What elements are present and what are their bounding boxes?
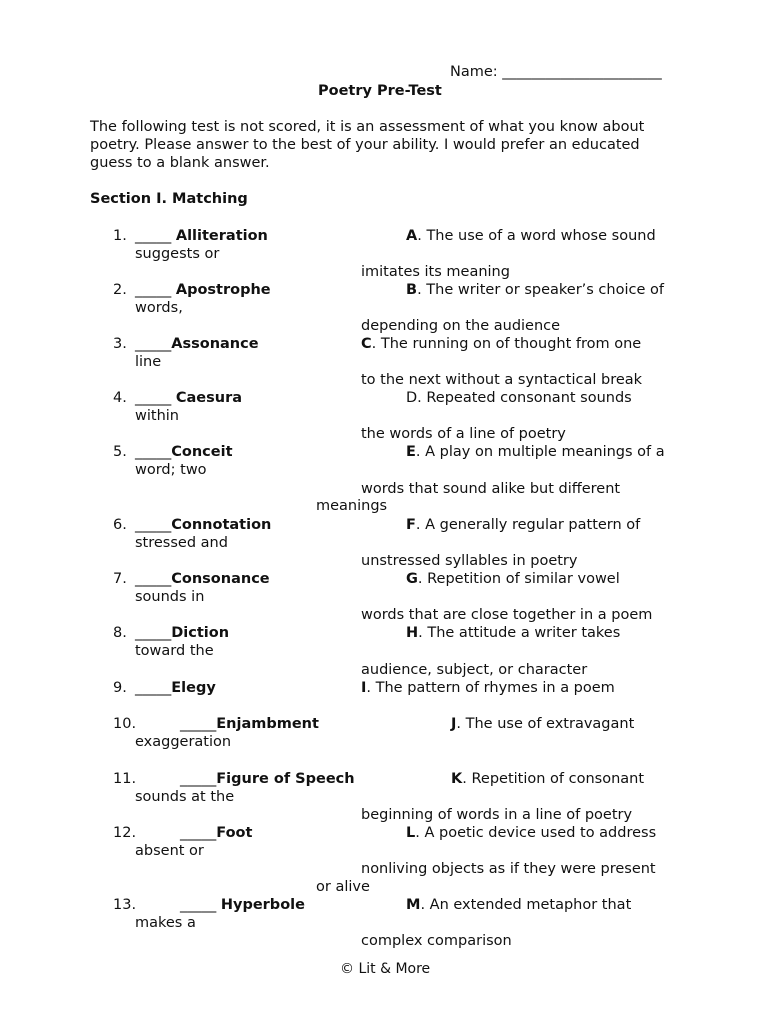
item-number: 4. — [113, 390, 127, 406]
intro-line: poetry. Please answer to the best of your ability. I would prefer an educated — [90, 137, 640, 153]
item-number: 12. — [113, 825, 137, 841]
footer-copyright: © Lit & More — [340, 961, 431, 977]
item-number: 2. — [113, 282, 127, 298]
item-number: 3. — [113, 336, 127, 352]
definition-text: . The running on of thought from one — [371, 336, 642, 352]
definition-wrap: makes a — [135, 915, 196, 931]
definition-line — [406, 389, 632, 407]
definition-letter: K — [451, 771, 463, 787]
definition-continued: meanings — [316, 498, 388, 514]
definition-line — [406, 624, 620, 642]
definition-line — [361, 679, 615, 697]
definition-wrap: within — [135, 408, 179, 424]
term-label: Caesura — [175, 390, 243, 406]
definition-line — [361, 335, 641, 353]
definition-wrap: words, — [135, 300, 183, 316]
answer-blank: _____ — [135, 282, 176, 298]
term-label: Alliteration — [175, 228, 268, 244]
term-label: Elegy — [171, 680, 216, 696]
item-number: 10. — [113, 716, 137, 732]
item-number: 1. — [113, 228, 127, 244]
definition-letter: E — [406, 444, 416, 460]
definition-line — [451, 715, 634, 733]
answer-blank: _____ — [135, 336, 172, 352]
item-term — [135, 679, 216, 697]
term-label: Connotation — [171, 517, 272, 533]
definition-line — [406, 516, 640, 534]
item-term — [135, 335, 259, 353]
item-term — [135, 516, 271, 534]
definition-continued: unstressed syllables in poetry — [361, 553, 578, 569]
item-term — [135, 624, 229, 642]
term-label: Hyperbole — [220, 897, 305, 913]
name-blank: ______________________ — [502, 64, 662, 80]
intro-line: The following test is not scored, it is an assessment of what you know about — [90, 119, 645, 135]
definition-letter: B — [406, 282, 418, 298]
definition-letter: F — [406, 517, 416, 533]
item-number: 6. — [113, 517, 127, 533]
definition-line — [451, 770, 644, 788]
answer-blank: _____ — [180, 825, 217, 841]
definition-text: . The use of extravagant — [456, 716, 635, 732]
definition-text: . The writer or speaker’s choice of — [417, 282, 664, 298]
item-term — [135, 389, 242, 407]
definition-line — [406, 824, 656, 842]
item-term — [180, 824, 252, 842]
answer-blank: _____ — [135, 680, 172, 696]
term-label: Enjambment — [216, 716, 319, 732]
definition-wrap: suggests or — [135, 246, 220, 262]
definition-line — [406, 570, 620, 588]
answer-blank: _____ — [135, 625, 172, 641]
item-term — [135, 227, 268, 245]
definition-letter: H — [406, 625, 419, 641]
definition-wrap: sounds at the — [135, 789, 235, 805]
definition-wrap: absent or — [135, 843, 204, 859]
definition-wrap: line — [135, 354, 162, 370]
item-term — [135, 281, 271, 299]
item-term — [180, 715, 319, 733]
definition-text: . An extended metaphor that — [420, 897, 632, 913]
definition-continued: words that are close together in a poem — [361, 607, 653, 623]
item-term — [180, 770, 355, 788]
name-line — [450, 63, 662, 81]
definition-text: . A poetic device used to address — [415, 825, 657, 841]
name-label: Name: — [450, 64, 503, 80]
definition-wrap: toward the — [135, 643, 214, 659]
answer-blank: _____ — [180, 771, 217, 787]
definition-letter: G — [406, 571, 418, 587]
answer-blank: _____ — [180, 716, 217, 732]
definition-line — [406, 281, 664, 299]
definition-line — [406, 443, 665, 461]
definition-wrap: sounds in — [135, 589, 205, 605]
definition-letter: M — [406, 897, 421, 913]
definition-letter: I — [361, 680, 367, 696]
item-number: 11. — [113, 771, 137, 787]
definition-continued: complex comparison — [361, 933, 512, 949]
definition-line — [406, 896, 631, 914]
definition-text: . A generally regular pattern of — [415, 517, 641, 533]
definition-continued: to the next without a syntactical break — [361, 372, 643, 388]
item-number: 13. — [113, 897, 137, 913]
definition-continued: the words of a line of poetry — [361, 426, 566, 442]
answer-blank: _____ — [180, 897, 221, 913]
item-number: 9. — [113, 680, 127, 696]
term-label: Assonance — [171, 336, 259, 352]
item-number: 7. — [113, 571, 127, 587]
item-term — [180, 896, 305, 914]
definition-letter: C — [361, 336, 372, 352]
definition-text: . Repetition of consonant — [462, 771, 645, 787]
definition-letter: L — [406, 825, 416, 841]
item-number: 8. — [113, 625, 127, 641]
term-label: Apostrophe — [175, 282, 271, 298]
definition-continued: audience, subject, or character — [361, 662, 588, 678]
definition-text: D. Repeated consonant sounds — [406, 390, 632, 406]
definition-wrap: exaggeration — [135, 734, 232, 750]
definition-wrap: stressed and — [135, 535, 228, 551]
definition-letter: A — [406, 228, 418, 244]
definition-continued: depending on the audience — [361, 318, 561, 334]
definition-text: . The attitude a writer takes — [418, 625, 621, 641]
definition-letter: J — [451, 716, 457, 732]
answer-blank: _____ — [135, 517, 172, 533]
page-title: Poetry Pre-Test — [318, 83, 442, 99]
item-term — [135, 443, 233, 461]
definition-text: . The use of a word whose sound — [417, 228, 656, 244]
answer-blank: _____ — [135, 228, 176, 244]
term-label: Conceit — [171, 444, 233, 460]
definition-continued: imitates its meaning — [361, 264, 510, 280]
term-label: Diction — [171, 625, 230, 641]
definition-text: . The pattern of rhymes in a poem — [366, 680, 615, 696]
definition-line — [406, 227, 656, 245]
term-label: Consonance — [171, 571, 270, 587]
definition-wrap: word; two — [135, 462, 207, 478]
answer-blank: _____ — [135, 444, 172, 460]
definition-text: . A play on multiple meanings of a — [415, 444, 665, 460]
intro-line: guess to a blank answer. — [90, 155, 270, 171]
definition-continued: nonliving objects as if they were present — [361, 861, 656, 877]
item-number: 5. — [113, 444, 127, 460]
definition-continued: beginning of words in a line of poetry — [361, 807, 633, 823]
definition-text: . Repetition of similar vowel — [417, 571, 620, 587]
term-label: Figure of Speech — [216, 771, 355, 787]
definition-continued: words that sound alike but different — [361, 481, 621, 497]
term-label: Foot — [216, 825, 253, 841]
answer-blank: _____ — [135, 390, 176, 406]
item-term — [135, 570, 270, 588]
answer-blank: _____ — [135, 571, 172, 587]
definition-continued: or alive — [316, 879, 370, 895]
section-title: Section I. Matching — [90, 191, 248, 207]
